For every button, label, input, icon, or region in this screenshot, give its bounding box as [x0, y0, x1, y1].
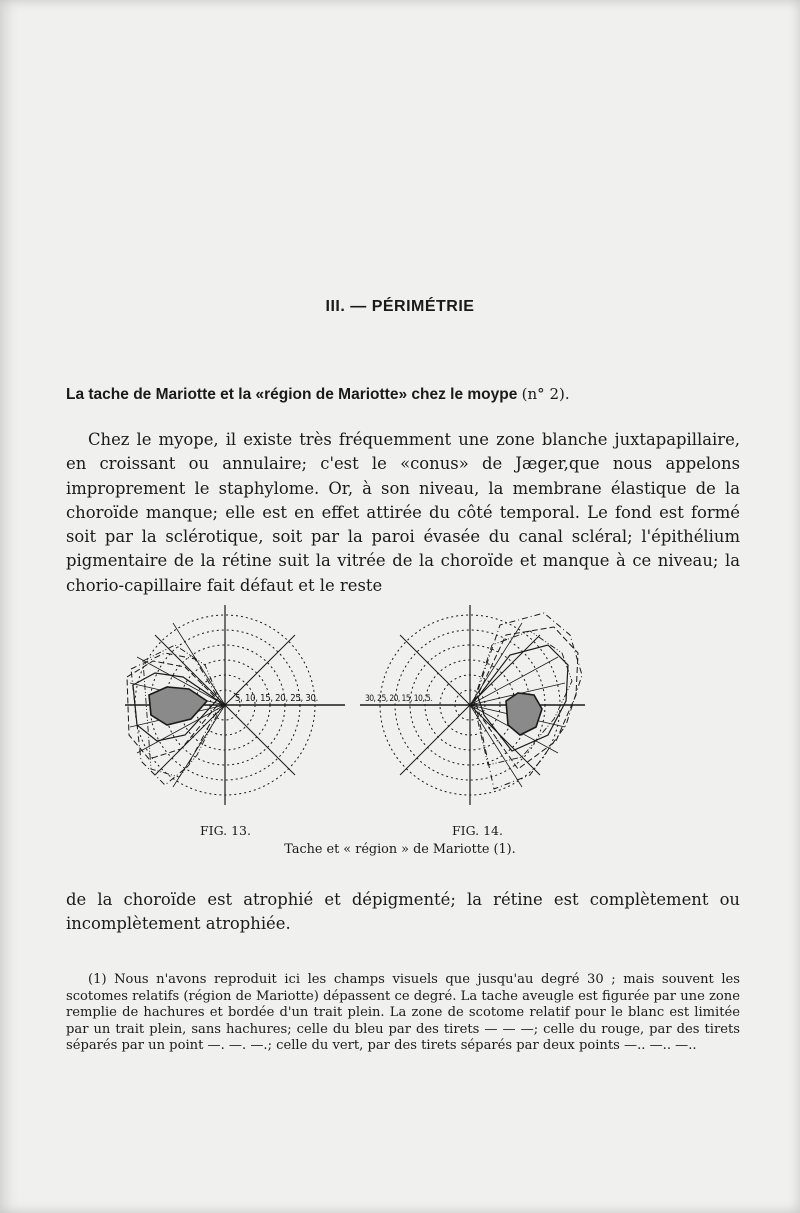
figure-14-scale: 30, 25, 20, 15, 10, 5.	[365, 694, 433, 704]
subheading	[66, 385, 746, 404]
figure-13-scale: 5, 10, 15, 20, 25, 30.	[235, 693, 319, 704]
figure-13-visual-field	[125, 605, 345, 805]
figures-13-14	[95, 605, 715, 820]
footnote	[66, 972, 740, 1055]
figure-13-label: FIG. 13.	[200, 823, 251, 838]
paragraph-1: Chez le myope, il existe très fréquemment une zone blanche juxtapapillaire, en croissant ou annulaire; c'est le «conus» de Jæger,que nous appelons improprement le staphylome. Or, à son niveau, la membrane élastique de la choroïde manque; elle est en effet attirée du côté temporal. Le fond est formé soit par la sclérotique, soit par la paroi évasée du canal scléral; l'épithélium pigmentaire de la rétine suit la vitrée de la choroïde et manque à ce niveau; la chorio-capillaire fait défaut et le reste	[66, 430, 740, 595]
figure-14-label: FIG. 14.	[452, 823, 503, 838]
section-heading: III. — PÉRIMÉTRIE	[325, 298, 475, 315]
figure-14-visual-field	[360, 605, 585, 805]
figure-caption: Tache et « région » de Mariotte (1).	[284, 842, 516, 857]
subheading-note: (n° 2).	[521, 385, 570, 403]
paragraph-2: de la choroïde est atrophié et dépigmenté; la rétine est complètement ou incomplètement atrophiée.	[66, 890, 740, 934]
subheading-title: La tache de Mariotte et la «région de Mariotte» chez le moype	[66, 386, 518, 403]
footnote-text: (1) Nous n'avons reproduit ici les champs visuels que jusqu'au degré 30 ; mais souvent les scotomes relatifs (région de Mariotte) dépassent ce degré. La tache aveugle est figurée par une zone remplie de hachures et bordée d'un trait plein. La zone de scotome relatif pour le blanc est limitée par un trait plein, sans hachures; celle du bleu par des tirets — — —; celle du rouge, par des tirets séparés par un point —. —. —.; celle du vert, par des tirets séparés par deux points —.. —.. —..	[66, 972, 740, 1054]
